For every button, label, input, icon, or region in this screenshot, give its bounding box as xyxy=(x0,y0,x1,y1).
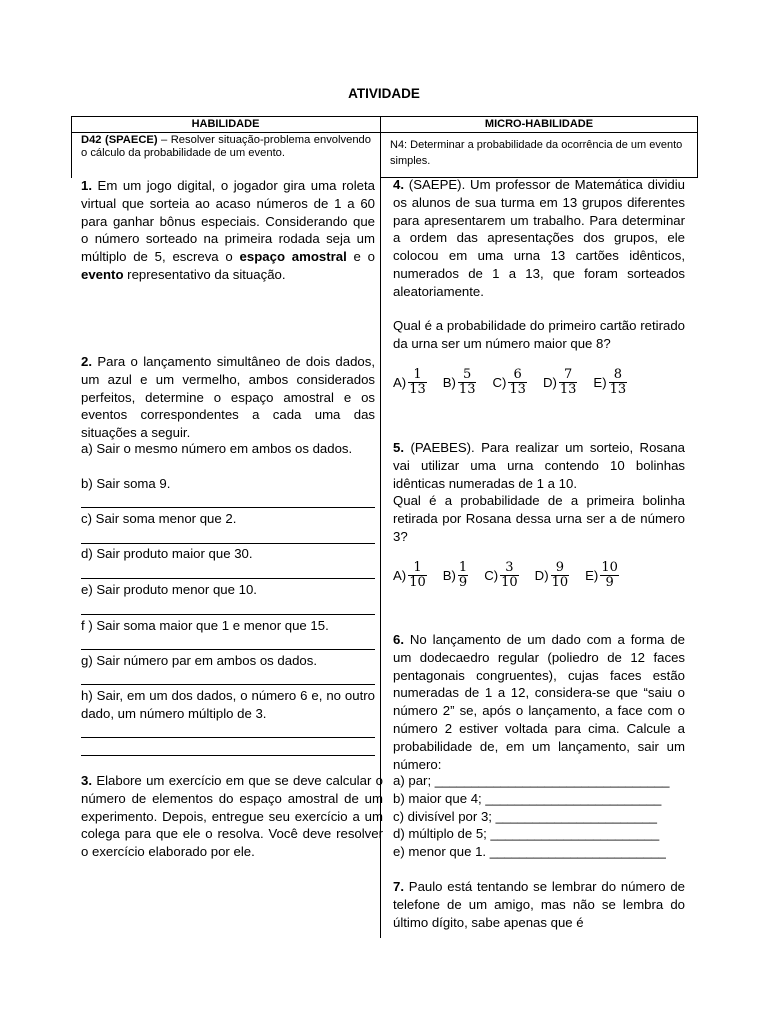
q1-bold-evento: evento xyxy=(81,266,124,282)
question-2 xyxy=(81,353,375,442)
numerator: 5 xyxy=(458,368,477,383)
answer-line[interactable] xyxy=(81,614,375,615)
q4-options xyxy=(393,368,643,397)
option-letter: D) xyxy=(534,568,549,583)
q7-text: Paulo está tentando se lembrar do número de telefone de um amigo, mas não se lembra do último dígito, sabe apenas que é xyxy=(393,879,685,930)
answer-line[interactable] xyxy=(81,507,375,508)
answer-line[interactable] xyxy=(81,578,375,579)
q2-item-h-block xyxy=(81,687,375,723)
q5-text: (PAEBES). Para realizar um sorteio, Rosana vai utilizar uma urna contendo 10 bolinhas idênticas numeradas de 1 a 10. xyxy=(393,440,685,491)
q3-number: 3. xyxy=(81,773,92,788)
table-border-right xyxy=(697,116,698,178)
fraction xyxy=(500,561,519,590)
denominator: 9 xyxy=(458,575,468,590)
fraction xyxy=(408,368,427,397)
denominator: 13 xyxy=(609,382,627,397)
option-letter: A) xyxy=(393,568,407,583)
q2-items xyxy=(81,440,375,458)
q2-item-d: d) Sair produto maior que 30. xyxy=(81,546,253,561)
q4-question xyxy=(393,317,685,353)
q1-bold-espaco: espaço amostral xyxy=(239,249,347,265)
answer-line[interactable] xyxy=(81,649,375,650)
q4-number: 4. xyxy=(393,177,404,192)
q4-option-b[interactable] xyxy=(443,368,479,397)
table-border-top xyxy=(71,116,698,117)
numerator: 3 xyxy=(500,561,519,576)
answer-line[interactable] xyxy=(81,543,375,544)
q4-text: (SAEPE). Um professor de Matemática dividiu os alunos de sua turma em 13 grupos diferentes para apresentarem um trabalho. Para determinar a ordem das apresentações dos grupos, ele colocou em uma urna 13 cartões idênticos, numerados de 1 a 13, que foram sorteados aleatoriamente. xyxy=(393,177,685,299)
q6-item-a[interactable]: a) par; ________________________________ xyxy=(393,773,670,788)
question-6 xyxy=(393,631,685,773)
q6-item-b[interactable]: b) maior que 4; ________________________ xyxy=(393,790,662,806)
q6-number: 6. xyxy=(393,632,404,647)
header-habilidade: HABILIDADE xyxy=(191,118,260,130)
option-letter: E) xyxy=(585,568,599,583)
habilidade-text: – Resolver situação-problema envolvendo o cálculo da probabilidade de um evento. xyxy=(81,134,371,159)
denominator: 13 xyxy=(559,382,577,397)
question-7 xyxy=(393,878,685,931)
q2-number: 2. xyxy=(81,354,92,369)
q4-option-d[interactable] xyxy=(543,368,579,397)
answer-line[interactable] xyxy=(81,737,375,738)
numerator: 9 xyxy=(551,561,570,576)
q2-item-h: h) Sair, em um dos dados, o número 6 e, no outro dado, um número múltiplo de 3. xyxy=(81,688,375,721)
q5-question-text: Qual é a probabilidade de a primeira bolinha retirada por Rosana dessa urna ser a de número 3? xyxy=(393,493,685,544)
q4-option-e[interactable] xyxy=(593,368,629,397)
fraction xyxy=(551,561,570,590)
option-letter: C) xyxy=(484,568,499,583)
option-letter: B) xyxy=(442,375,456,390)
numerator: 10 xyxy=(601,560,618,575)
q3-text: Elabore um exercício em que se deve calcular o número de elementos do espaço amostral de um experimento. Depois, entregue seu exercício a um colega para que ele o resolva. Você deve resolver o exercício elaborado por ele. xyxy=(81,773,383,860)
q2-item-b-block xyxy=(81,475,375,493)
fraction xyxy=(600,561,619,590)
denominator: 13 xyxy=(458,382,476,397)
q7-number: 7. xyxy=(393,879,404,894)
q5-number: 5. xyxy=(393,440,404,455)
numerator: 7 xyxy=(559,368,578,383)
micro-habilidade-cell: N4: Determinar a probabilidade da ocorrência de um evento simples. xyxy=(390,139,683,167)
q1-text-3: representativo da situação. xyxy=(123,266,286,282)
fraction xyxy=(408,561,427,590)
q5-options xyxy=(393,561,635,590)
denominator: 13 xyxy=(509,382,526,397)
numerator: 6 xyxy=(508,368,527,383)
denominator: 10 xyxy=(409,575,426,590)
q2-item-d-block xyxy=(81,545,375,563)
option-letter: A) xyxy=(393,375,407,390)
q5-option-d[interactable] xyxy=(535,561,571,590)
q2-item-g-block xyxy=(81,652,375,670)
numerator: 1 xyxy=(408,368,427,383)
denominator: 13 xyxy=(409,382,426,397)
q6-items xyxy=(393,772,693,861)
question-3 xyxy=(81,772,383,861)
habilidade-cell xyxy=(81,134,371,159)
q5-option-a[interactable] xyxy=(393,561,429,590)
q1-text-2: e o xyxy=(346,249,375,265)
denominator: 10 xyxy=(501,575,518,590)
habilidade-code: D42 (SPAECE) xyxy=(81,134,158,146)
q2-item-a: a) Sair o mesmo número em ambos os dados. xyxy=(81,441,353,456)
denominator: 10 xyxy=(551,575,569,590)
q6-text: No lançamento de um dado com a forma de um dodecaedro regular (poliedro de 12 faces pentagonais congruentes), cujas faces estão numeradas de 1 a 12, considera-se que “saiu o número 2” se, após o lançamento, a face com o número 2 estiver voltada para cima. Calcule a probabilidade de, em um lançamento, sair um número: xyxy=(393,632,685,772)
numerator: 8 xyxy=(609,368,628,383)
numerator: 1 xyxy=(408,561,427,576)
numerator: 1 xyxy=(458,560,468,575)
fraction xyxy=(559,368,578,397)
header-micro-habilidade: MICRO-HABILIDADE xyxy=(484,118,594,130)
table-border-mid xyxy=(71,132,698,133)
q2-item-e-block xyxy=(81,581,375,599)
q2-item-c: c) Sair soma menor que 2. xyxy=(81,511,237,526)
q2-item-f: f ) Sair soma maior que 1 e menor que 15. xyxy=(81,618,329,633)
fraction xyxy=(458,561,468,590)
denominator: 9 xyxy=(605,575,614,590)
q6-item-e[interactable]: e) menor que 1. ________________________ xyxy=(393,844,666,860)
q2-item-c-block xyxy=(81,510,375,528)
q2-item-b: b) Sair soma 9. xyxy=(81,476,171,491)
question-1 xyxy=(81,177,375,284)
q4-option-a[interactable] xyxy=(393,368,429,397)
q4-question-text: Qual é a probabilidade do primeiro cartão retirado da urna ser um número maior que 8? xyxy=(393,318,685,351)
answer-line[interactable] xyxy=(81,684,375,685)
page-title: ATIVIDADE xyxy=(348,86,420,101)
fraction xyxy=(458,368,477,397)
fraction xyxy=(609,368,628,397)
option-letter: E) xyxy=(593,375,607,390)
question-5 xyxy=(393,439,685,546)
q2-item-g: g) Sair número par em ambos os dados. xyxy=(81,653,318,668)
q6-item-d[interactable]: d) múltiplo de 5; _______________________ xyxy=(393,826,660,842)
q6-item-c[interactable]: c) divisível por 3; ______________________ xyxy=(393,808,657,824)
fraction xyxy=(508,368,527,397)
q5-option-c[interactable] xyxy=(484,561,520,590)
q2-item-e: e) Sair produto menor que 10. xyxy=(81,582,257,597)
q4-option-c[interactable] xyxy=(492,368,528,397)
q5-option-b[interactable] xyxy=(443,561,470,590)
q2-text: Para o lançamento simultâneo de dois dados, um azul e um vermelho, ambos considerados perfeitos, determine o espaço amostral e os eventos correspondentes a cada uma das situações a seguir. xyxy=(81,354,375,441)
answer-line[interactable] xyxy=(81,755,375,756)
q5-option-e[interactable] xyxy=(585,561,621,590)
question-4 xyxy=(393,176,685,301)
option-letter: C) xyxy=(492,375,507,390)
q1-number: 1. xyxy=(81,178,92,193)
option-letter: B) xyxy=(442,568,456,583)
q2-item-f-block xyxy=(81,617,375,635)
q1-text: Em um jogo digital, o jogador gira uma roleta virtual que sorteia ao acaso números de 1 a 60 para ganhar bônus especiais. Considerando que o número sorteado na primeira rodada seja um múltiplo de 5, escreva o xyxy=(81,178,375,265)
option-letter: D) xyxy=(542,375,557,390)
